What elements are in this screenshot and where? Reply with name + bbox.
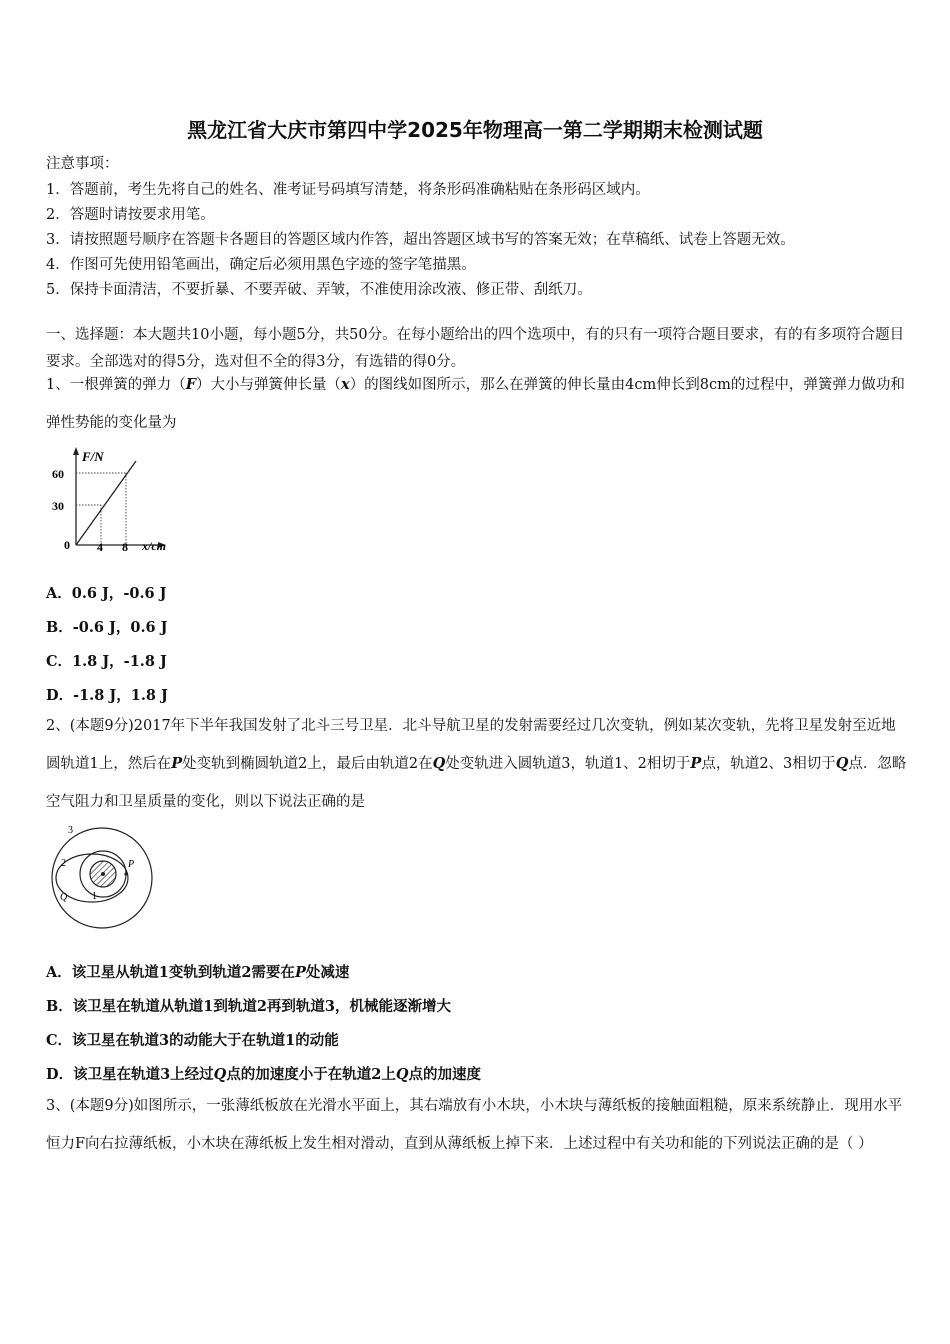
notice-item: 3．请按照题号顺序在答题卡各题目的答题区域内作答，超出答题区域书写的答案无效；在草稿纸、试卷上答题无效。 [46,232,795,248]
option-d: D．-1.8 J，1.8 J [46,687,168,704]
notice-item: 2．答题时请按要求用笔。 [46,207,215,223]
x-axis-label: x/cm [142,539,166,553]
point-q-label: Q [60,892,68,903]
orbit-label-3: 3 [68,825,73,836]
notice-item: 4．作图可先使用铅笔画出，确定后必须用黑色字迹的签字笔描黑。 [46,257,476,273]
notice-heading: 注意事项： [46,156,119,172]
option-b: B．-0.6 J，0.6 J [46,619,168,636]
option-c: C．该卫星在轨道3的动能大于在轨道1的动能 [46,1032,339,1049]
var-f: F [185,376,197,393]
force-extension-graph [44,445,184,560]
point-q: Q [835,755,849,772]
q2-stem-4: 点，轨道2、3相切于 [701,756,836,772]
option-a [46,961,349,982]
origin-label: 0 [64,538,70,552]
page-title: 黑龙江省大庆市第四中学2025年物理高一第二学期期末检测试题 [187,118,763,142]
option-a: A．0.6 J，-0.6 J [46,585,167,602]
point-p: P [171,755,183,772]
option-a-text: A．该卫星从轨道1变轨到轨道2需要在 [46,964,295,981]
option-d [46,1063,481,1084]
q1-stem-b: ）大小与弹簧伸长量（ [196,377,342,393]
orbit-label-1: 1 [92,891,97,902]
option-d-text: D．该卫星在轨道3上经过 [46,1066,214,1083]
y-tick-label: 60 [52,467,64,481]
q1-stem-c: ）的图线如图所示，那么在弹簧的伸长量由4cm伸长到8cm的过程中，弹簧弹力做功和弹性势能的变化量为 [46,377,905,431]
option-c: C．1.8 J，-1.8 J [46,653,167,670]
option-d-text: 点的加速度小于在轨道2上 [226,1066,396,1083]
option-a-text: 处减速 [305,964,350,981]
point-q: Q [395,1066,409,1083]
point-p-label: P [128,859,135,870]
var-x: x [341,376,350,393]
point-q: Q [432,755,446,772]
question-1-stem [46,366,908,442]
q2-stem-2: 处变轨到椭圆轨道2上，最后由轨道2在 [182,756,433,772]
option-b: B．该卫星在轨道从轨道1到轨道2再到轨道3，机械能逐渐增大 [46,998,452,1015]
q2-stem-1: 2、(本题9分)2017年下半年我国发射了北斗三号卫星．北斗导航卫星的发射需要经过几次变轨，例如某次变轨，先将卫星发射至近地圆轨道1上，然后在 [46,718,896,772]
x-tick-label: 8 [122,540,128,554]
question-3-stem: 3、(本题9分)如图所示，一张薄纸板放在光滑水平面上，其右端放有小木块，小木块与薄纸板的接触面粗糙，原来系统静止．现用水平恒力F向右拉薄纸板，小木块在薄纸板上发生相对滑动，直到从薄纸板上掉下来．上述过程中有关功和能的下列说法正确的是（ ） [46,1098,903,1152]
y-tick-label: 30 [52,499,64,513]
q1-stem-a: 1、一根弹簧的弹力（ [46,377,186,393]
point-q: Q [213,1066,227,1083]
point-p: P [294,964,306,981]
section-intro: 一、选择题：本大题共10小题，每小题5分，共50分。在每小题给出的四个选项中，有的只有一项符合题目要求，有的有多项符合题目要求。全部选对的得5分，选对但不全的得3分，有选错的得0分。 [46,327,905,370]
q2-stem-5: 点．忽略空气阻力和卫星质量的变化，则以下说法正确的是 [46,756,907,810]
y-axis-label: F/N [82,449,104,464]
orbit-label-2: 2 [61,858,66,869]
notice-item: 5．保持卡面清洁，不要折暴、不要弄破、弄皱，不准使用涂改液、修正带、刮纸刀。 [46,282,592,298]
orbit-diagram [46,822,162,930]
x-tick-label: 4 [97,540,103,554]
q2-stem-3: 处变轨进入圆轨道3，轨道1、2相切于 [445,756,691,772]
question-2-stem [46,707,908,821]
point-p: P [690,755,702,772]
option-d-text: 点的加速度 [408,1066,482,1083]
notice-item: 1．答题前，考生先将自己的姓名、准考证号码填写清楚，将条形码准确粘贴在条形码区域内。 [46,182,650,198]
